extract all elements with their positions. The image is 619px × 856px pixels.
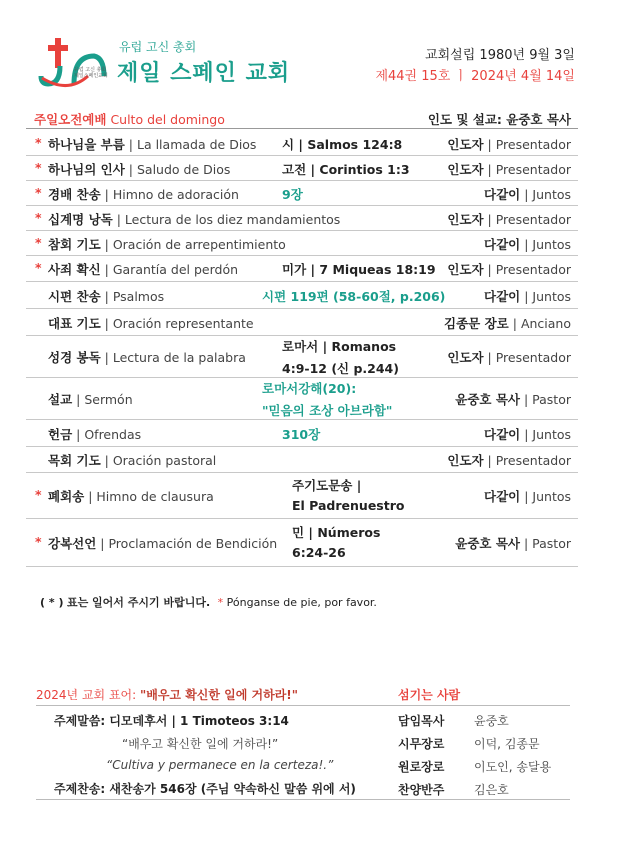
row-label-ko: 성경 봉독 xyxy=(48,350,101,365)
row-separator: | xyxy=(483,161,496,177)
logo-text-line-2: 제일스페인교회 xyxy=(74,73,108,79)
standing-star: * xyxy=(35,234,42,250)
note-mark: ( * ) xyxy=(40,596,64,609)
row-label-ko: 강복선언 xyxy=(48,536,97,551)
row-separator: | xyxy=(483,262,496,277)
row-responsible xyxy=(447,348,571,366)
row-responsible xyxy=(484,185,571,203)
row-responsible-es: Anciano xyxy=(520,315,571,331)
row-label xyxy=(48,348,246,366)
row-responsible xyxy=(447,210,571,228)
issue-info: 제44권 15호 ㅣ 2024년 4월 14일 xyxy=(375,69,575,84)
service-row xyxy=(26,446,578,473)
row-responsible xyxy=(484,487,571,505)
row-responsible-es: Pastor xyxy=(532,536,571,551)
row-responsible-ko: 인도자 xyxy=(447,453,484,468)
row-separator: | xyxy=(520,186,533,202)
row-responsible-ko: 인도자 xyxy=(447,136,484,152)
row-label xyxy=(48,451,216,469)
row-separator: | xyxy=(112,211,125,227)
row-separator: | xyxy=(72,392,85,407)
row-detail-line-2: El Padrenuestro xyxy=(292,498,405,513)
row-label-es: Oración representante xyxy=(112,315,254,331)
row-label-ko: 참회 기도 xyxy=(48,236,101,252)
row-label-ko: 하나님을 부름 xyxy=(48,136,125,152)
row-label xyxy=(48,390,133,408)
church-subtitle: 유럽 고신 총회 xyxy=(119,40,197,54)
motto-verse-es: “Cultiva y permanece en la certeza!.” xyxy=(106,758,334,772)
row-label-es: Ofrendas xyxy=(84,426,142,442)
row-label xyxy=(48,534,277,552)
logo-text-line-1: 유럽 고신 총회 xyxy=(74,67,107,73)
church-title: 제일 스페인 교회 xyxy=(117,61,291,86)
row-responsible xyxy=(447,451,571,469)
row-label-ko: 하나님의 인사 xyxy=(48,161,125,177)
row-separator: | xyxy=(100,453,113,468)
motto-verse-label: 주제말씀: 디모데후서 | 1 Timoteos 3:14 xyxy=(54,714,289,728)
row-label-ko: 사죄 확신 xyxy=(48,262,101,277)
row-label xyxy=(48,425,141,443)
row-responsible xyxy=(484,287,571,305)
row-label-ko: 십계명 낭독 xyxy=(48,211,113,227)
row-responsible-ko: 다같이 xyxy=(484,426,521,442)
service-row xyxy=(26,419,578,447)
row-responsible-ko: 다같이 xyxy=(484,236,521,252)
section-title-ko: 주일오전예배 xyxy=(34,112,107,127)
row-responsible-es: Juntos xyxy=(532,426,571,442)
motto-hymn: 주제찬송: 새찬송가 546장 (주님 약속하신 말씀 위에 서) xyxy=(54,782,356,796)
row-responsible xyxy=(484,235,571,253)
standing-star: * xyxy=(35,260,42,275)
row-separator: | xyxy=(483,211,496,227)
row-separator: | xyxy=(96,536,109,551)
row-separator: | xyxy=(483,136,496,152)
row-label xyxy=(48,235,286,253)
service-row xyxy=(26,518,578,567)
service-row xyxy=(26,230,578,256)
row-label-ko: 폐회송 xyxy=(48,489,85,504)
row-responsible-ko: 김종문 장로 xyxy=(444,315,509,331)
row-label xyxy=(48,135,256,153)
row-label xyxy=(48,185,239,203)
row-label-es: Saludo de Dios xyxy=(136,161,231,177)
motto-verse-ko: “배우고 확신한 일에 거하라!” xyxy=(122,737,279,751)
row-separator: | xyxy=(84,489,97,504)
row-responsible-ko: 인도자 xyxy=(447,211,484,227)
standing-star: * xyxy=(35,487,42,502)
row-separator: | xyxy=(519,536,533,551)
row-responsible-es: Juntos xyxy=(532,489,571,504)
row-responsible-es: Juntos xyxy=(532,236,571,252)
section-title xyxy=(34,110,225,128)
standing-note xyxy=(40,594,377,610)
row-label xyxy=(48,160,230,178)
standing-star: * xyxy=(35,534,42,549)
service-row xyxy=(26,308,578,336)
row-responsible-ko: 윤중호 목사 xyxy=(455,392,520,407)
row-responsible xyxy=(447,260,571,278)
server-name: 이도인, 송달용 xyxy=(474,760,552,774)
founded-date: 교회설립 1980년 9월 3일 xyxy=(425,48,575,63)
row-separator: | xyxy=(520,288,533,304)
service-row xyxy=(26,377,578,420)
row-label-es: Proclamación de Bendición xyxy=(108,536,278,551)
row-separator: | xyxy=(100,186,113,202)
row-detail-line-2: 6:24-26 xyxy=(292,545,346,560)
row-separator: | xyxy=(124,161,137,177)
row-detail-line-2: 4:9-12 (신 p.244) xyxy=(282,361,399,376)
standing-star: * xyxy=(35,209,42,225)
row-responsible-ko: 다같이 xyxy=(484,186,521,202)
row-separator: | xyxy=(508,315,521,331)
motto-label: 2024년 교회 표어: xyxy=(36,688,137,702)
note-star: * xyxy=(217,596,224,609)
row-responsible-es: Presentador xyxy=(495,136,571,152)
server-role: 찬양반주 xyxy=(398,783,445,797)
servers-title: 섬기는 사람 xyxy=(398,688,461,702)
row-separator: | xyxy=(520,426,533,442)
motto-text: "배우고 확신한 일에 거하라!" xyxy=(140,688,299,702)
row-label-es: Psalmos xyxy=(112,288,165,304)
server-name: 윤중호 xyxy=(474,714,509,728)
church-logo xyxy=(38,36,108,92)
logo-text xyxy=(74,67,108,79)
row-label-ko: 경배 찬송 xyxy=(48,186,101,202)
row-label-es: Oración de arrepentimiento xyxy=(112,236,286,252)
service-row xyxy=(26,335,578,378)
service-row xyxy=(26,130,578,156)
row-label-ko: 시편 찬송 xyxy=(48,288,101,304)
row-separator: | xyxy=(72,426,85,442)
server-name: 김은호 xyxy=(474,783,509,797)
row-detail: 미가 | 7 Miqueas 18:19 xyxy=(282,262,436,277)
row-label-es: La llamada de Dios xyxy=(136,136,257,152)
row-separator: | xyxy=(483,453,496,468)
motto-divider xyxy=(36,705,570,706)
row-responsible xyxy=(455,534,571,552)
row-detail: 주기도문송 | xyxy=(292,478,362,493)
row-label-ko: 대표 기도 xyxy=(48,315,101,331)
row-label xyxy=(48,260,238,278)
row-label-es: Sermón xyxy=(84,392,133,407)
row-label-es: Oración pastoral xyxy=(112,453,217,468)
row-responsible xyxy=(455,390,571,408)
row-responsible xyxy=(447,135,571,153)
note-text-es: Pónganse de pie, por favor. xyxy=(226,596,377,609)
row-label xyxy=(48,210,340,228)
row-detail: 310장 xyxy=(282,426,321,442)
row-separator: | xyxy=(520,489,533,504)
row-responsible-es: Presentador xyxy=(495,262,571,277)
row-label xyxy=(48,487,214,505)
row-label xyxy=(48,314,254,332)
note-text-ko: 표는 일어서 주시기 바랍니다. xyxy=(66,596,211,609)
bottom-divider xyxy=(36,799,570,800)
row-responsible-ko: 인도자 xyxy=(447,161,484,177)
row-separator: | xyxy=(520,236,533,252)
row-label-es: Garantía del perdón xyxy=(112,262,239,277)
row-detail: 로마서강해(20): xyxy=(262,381,357,396)
row-detail: 시 | Salmos 124:8 xyxy=(282,136,403,152)
section-header xyxy=(26,106,578,129)
row-detail: 시편 119편 (58-60절, p.206) xyxy=(262,288,446,304)
row-detail-line-2: "믿음의 조상 아브라함" xyxy=(262,403,393,418)
row-responsible-ko: 다같이 xyxy=(484,288,521,304)
row-separator: | xyxy=(100,315,113,331)
row-label-ko: 설교 xyxy=(48,392,73,407)
row-responsible-ko: 다같이 xyxy=(484,489,521,504)
row-detail: 로마서 | Romanos xyxy=(282,339,397,354)
row-responsible-es: Presentador xyxy=(495,453,571,468)
row-responsible-es: Presentador xyxy=(495,211,571,227)
row-detail: 민 | Números xyxy=(292,525,381,540)
row-responsible-ko: 윤중호 목사 xyxy=(455,536,520,551)
motto-heading xyxy=(36,686,298,703)
row-detail: 고전 | Corintios 1:3 xyxy=(282,161,410,177)
standing-star: * xyxy=(35,184,42,200)
service-row xyxy=(26,205,578,231)
row-separator: | xyxy=(100,236,113,252)
server-role: 담임목사 xyxy=(398,714,445,728)
service-row xyxy=(26,180,578,206)
service-row xyxy=(26,155,578,181)
row-label-es: Himno de clausura xyxy=(96,489,214,504)
server-role: 원로장로 xyxy=(398,760,445,774)
row-label-ko: 목회 기도 xyxy=(48,453,101,468)
row-responsible xyxy=(444,314,571,332)
row-separator: | xyxy=(483,350,496,365)
row-separator: | xyxy=(519,392,533,407)
standing-star: * xyxy=(35,134,42,150)
row-responsible-ko: 인도자 xyxy=(447,262,484,277)
row-separator: | xyxy=(124,136,137,152)
row-separator: | xyxy=(100,262,113,277)
row-label-es: Lectura de la palabra xyxy=(112,350,246,365)
row-label-ko: 헌금 xyxy=(48,426,73,442)
server-name: 이덕, 김종문 xyxy=(474,737,540,751)
service-row xyxy=(26,472,578,519)
row-responsible-ko: 인도자 xyxy=(447,350,484,365)
service-row xyxy=(26,281,578,309)
row-detail: 9장 xyxy=(282,186,303,202)
service-row xyxy=(26,255,578,282)
section-leader: 인도 및 설교: 윤중호 목사 xyxy=(427,112,571,127)
row-responsible-es: Presentador xyxy=(495,350,571,365)
row-label-es: Lectura de los diez mandamientos xyxy=(124,211,341,227)
section-title-es: Culto del domingo xyxy=(110,112,225,127)
row-separator: | xyxy=(100,350,113,365)
row-label xyxy=(48,287,164,305)
row-separator: | xyxy=(100,288,113,304)
standing-star: * xyxy=(35,159,42,175)
row-responsible-es: Pastor xyxy=(532,392,571,407)
row-responsible-es: Juntos xyxy=(532,288,571,304)
row-label-es: Himno de adoración xyxy=(112,186,239,202)
row-responsible-es: Presentador xyxy=(495,161,571,177)
server-role: 시무장로 xyxy=(398,737,445,751)
row-responsible xyxy=(447,160,571,178)
row-responsible-es: Juntos xyxy=(532,186,571,202)
row-responsible xyxy=(484,425,571,443)
